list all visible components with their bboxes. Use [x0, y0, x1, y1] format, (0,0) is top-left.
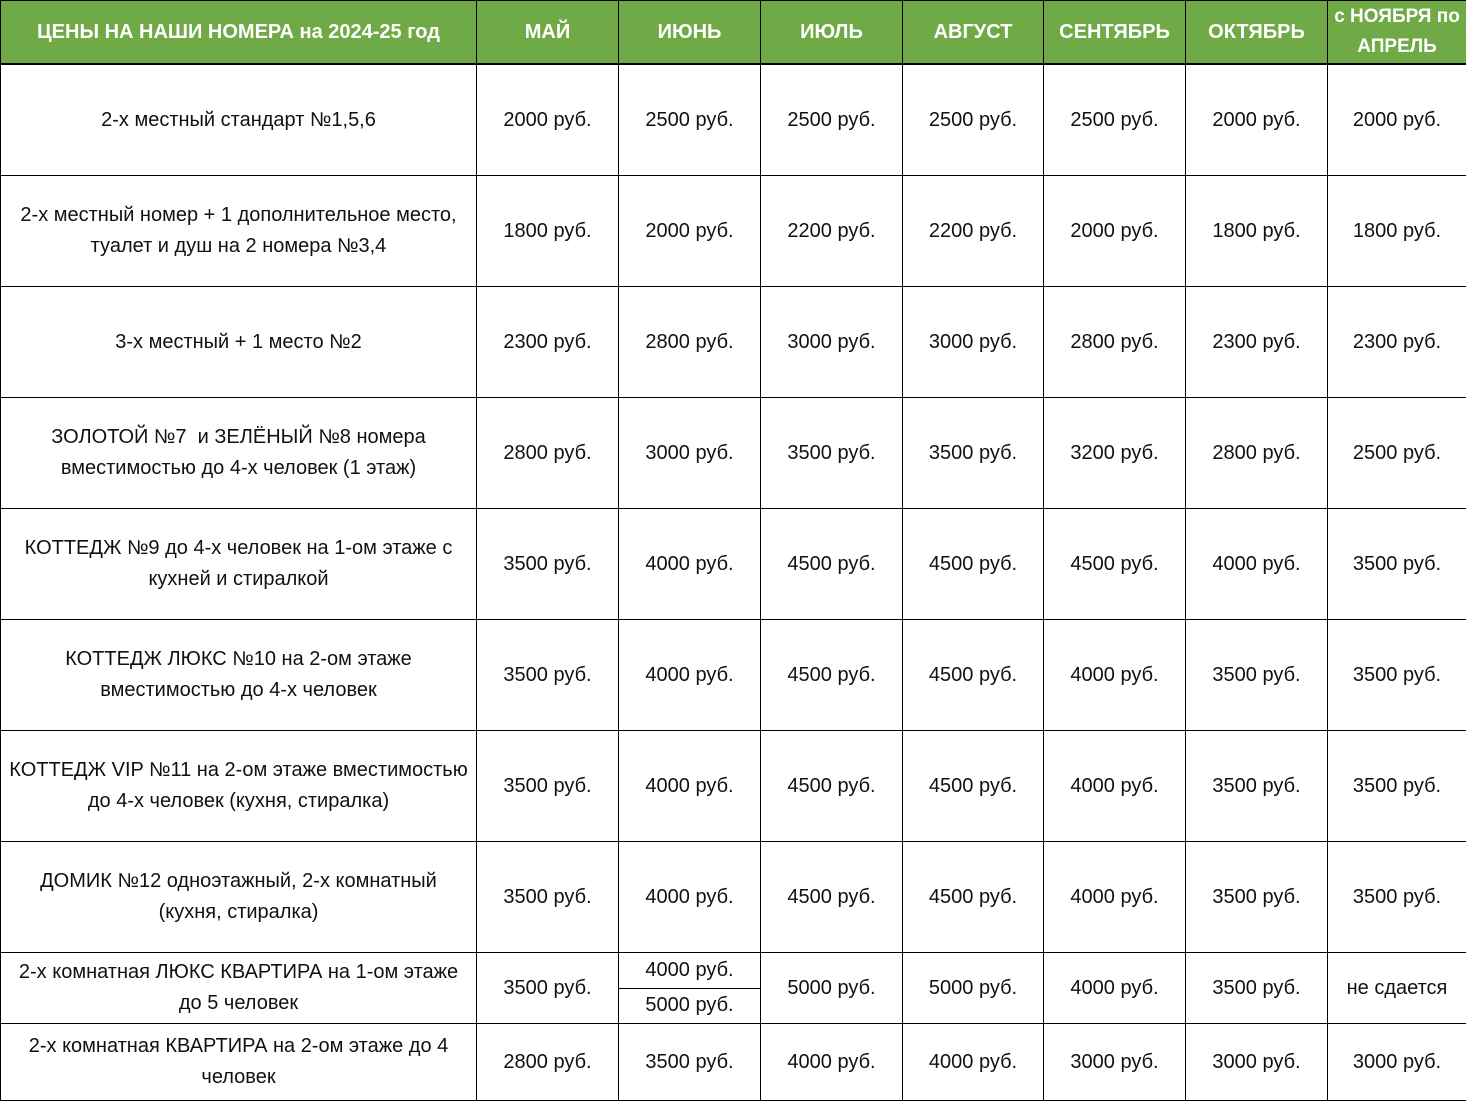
table-row: [1, 1024, 1466, 1101]
room-name: ЗОЛОТОЙ №7 и ЗЕЛЁНЫЙ №8 номера вместимостью до 4-х человек (1 этаж): [1, 398, 477, 509]
price-cell: 2200 руб.: [903, 176, 1044, 287]
price-cell: 2800 руб.: [477, 1024, 619, 1101]
price-cell: 2300 руб.: [1186, 287, 1328, 398]
price-cell: 3500 руб.: [1186, 731, 1328, 842]
room-name: ДОМИК №12 одноэтажный, 2-х комнатный (кухня, стиралка): [1, 842, 477, 953]
price-cell: 4000 руб.: [1044, 620, 1186, 731]
price-cell: 5000 руб.: [903, 953, 1044, 1024]
price-cell: 2300 руб.: [477, 287, 619, 398]
price-cell: 4500 руб.: [761, 842, 903, 953]
price-cell: 2200 руб.: [761, 176, 903, 287]
table-row: [1, 842, 1466, 953]
column-header-may: МАЙ: [477, 1, 619, 65]
price-cell: 3000 руб.: [1044, 1024, 1186, 1101]
price-cell: 3500 руб.: [477, 842, 619, 953]
price-cell: 4500 руб.: [903, 731, 1044, 842]
price-cell: 3500 руб.: [619, 1024, 761, 1101]
column-header-september: СЕНТЯБРЬ: [1044, 1, 1186, 65]
room-name: КОТТЕДЖ №9 до 4-х человек на 1-ом этаже с кухней и стиралкой: [1, 509, 477, 620]
price-cell: 3000 руб.: [903, 287, 1044, 398]
price-cell: 4000 руб.: [619, 509, 761, 620]
price-cell: 4500 руб.: [903, 620, 1044, 731]
price-cell: 2500 руб.: [1328, 398, 1466, 509]
table-title: ЦЕНЫ НА НАШИ НОМЕРА на 2024-25 год: [1, 1, 477, 65]
table-row: [1, 953, 1466, 1024]
room-name: 2-х комнатная КВАРТИРА на 2-ом этаже до 4 человек: [1, 1024, 477, 1101]
price-cell: 4000 руб.: [1044, 731, 1186, 842]
price-cell: 3500 руб.: [477, 731, 619, 842]
price-cell: 3500 руб.: [903, 398, 1044, 509]
price-cell: 3500 руб.: [1186, 620, 1328, 731]
price-cell: 4500 руб.: [761, 731, 903, 842]
room-name: 3-х местный + 1 место №2: [1, 287, 477, 398]
price-cell: 4000 руб.: [1044, 953, 1186, 1024]
price-cell: 2800 руб.: [477, 398, 619, 509]
price-cell: 3500 руб.: [477, 620, 619, 731]
header-row: [1, 1, 1466, 65]
price-cell: 2800 руб.: [1186, 398, 1328, 509]
price-cell: 2500 руб.: [903, 64, 1044, 176]
split-price-cell: [619, 953, 761, 1024]
room-name: 2-х местный стандарт №1,5,6: [1, 64, 477, 176]
price-cell: 4000 руб.: [761, 1024, 903, 1101]
price-cell: 4500 руб.: [761, 620, 903, 731]
price-cell: 2800 руб.: [1044, 287, 1186, 398]
room-name: 2-х комнатная ЛЮКС КВАРТИРА на 1-ом этаже до 5 человек: [1, 953, 477, 1024]
table-row: [1, 176, 1466, 287]
column-header-november-april: с НОЯБРЯ по АПРЕЛЬ: [1328, 1, 1466, 65]
price-cell: 4000 руб.: [619, 731, 761, 842]
price-cell: 2000 руб.: [1186, 64, 1328, 176]
column-header-june: ИЮНЬ: [619, 1, 761, 65]
price-cell: 1800 руб.: [1186, 176, 1328, 287]
price-cell: 2000 руб.: [477, 64, 619, 176]
table-row: [1, 620, 1466, 731]
price-cell: 3500 руб.: [1186, 842, 1328, 953]
table-row: [1, 398, 1466, 509]
price-cell: 5000 руб.: [761, 953, 903, 1024]
price-cell: 2300 руб.: [1328, 287, 1466, 398]
price-cell: 3500 руб.: [1328, 509, 1466, 620]
price-cell: 2500 руб.: [761, 64, 903, 176]
price-cell-lower: 5000 руб.: [645, 994, 734, 1017]
price-cell: 2500 руб.: [1044, 64, 1186, 176]
price-cell: 4500 руб.: [761, 509, 903, 620]
price-cell: 2000 руб.: [619, 176, 761, 287]
price-cell: 4500 руб.: [903, 842, 1044, 953]
price-cell: 3000 руб.: [761, 287, 903, 398]
price-cell: 3200 руб.: [1044, 398, 1186, 509]
price-cell: 1800 руб.: [1328, 176, 1466, 287]
room-name: КОТТЕДЖ ЛЮКС №10 на 2-ом этаже вместимостью до 4-х человек: [1, 620, 477, 731]
price-cell: 4000 руб.: [619, 842, 761, 953]
price-cell: 3500 руб.: [1186, 953, 1328, 1024]
price-cell-upper: 4000 руб.: [619, 953, 760, 989]
price-cell: 4500 руб.: [903, 509, 1044, 620]
price-cell: 4000 руб.: [903, 1024, 1044, 1101]
price-cell: 2500 руб.: [619, 64, 761, 176]
table-row: [1, 64, 1466, 176]
table-row: [1, 731, 1466, 842]
price-cell: 4000 руб.: [1044, 842, 1186, 953]
price-cell: 3500 руб.: [1328, 842, 1466, 953]
price-cell: не сдается: [1328, 953, 1466, 1024]
room-name: КОТТЕДЖ VIP №11 на 2-ом этаже вместимостью до 4-х человек (кухня, стиралка): [1, 731, 477, 842]
price-cell: 4000 руб.: [619, 620, 761, 731]
price-cell: 3500 руб.: [761, 398, 903, 509]
price-cell: 4500 руб.: [1044, 509, 1186, 620]
price-cell: 2000 руб.: [1044, 176, 1186, 287]
column-header-july: ИЮЛЬ: [761, 1, 903, 65]
price-cell: 3000 руб.: [1186, 1024, 1328, 1101]
price-cell: 3500 руб.: [477, 509, 619, 620]
price-cell: 1800 руб.: [477, 176, 619, 287]
price-cell: 3500 руб.: [1328, 731, 1466, 842]
column-header-august: АВГУСТ: [903, 1, 1044, 65]
price-cell: 3000 руб.: [1328, 1024, 1466, 1101]
price-cell: 2800 руб.: [619, 287, 761, 398]
room-name: 2-х местный номер + 1 дополнительное место, туалет и душ на 2 номера №3,4: [1, 176, 477, 287]
price-cell: 2000 руб.: [1328, 64, 1466, 176]
price-cell: 4000 руб.: [1186, 509, 1328, 620]
column-header-october: ОКТЯБРЬ: [1186, 1, 1328, 65]
price-cell: 3500 руб.: [1328, 620, 1466, 731]
table-row: [1, 509, 1466, 620]
price-cell: 3500 руб.: [477, 953, 619, 1024]
price-cell: 3000 руб.: [619, 398, 761, 509]
table-row: [1, 287, 1466, 398]
